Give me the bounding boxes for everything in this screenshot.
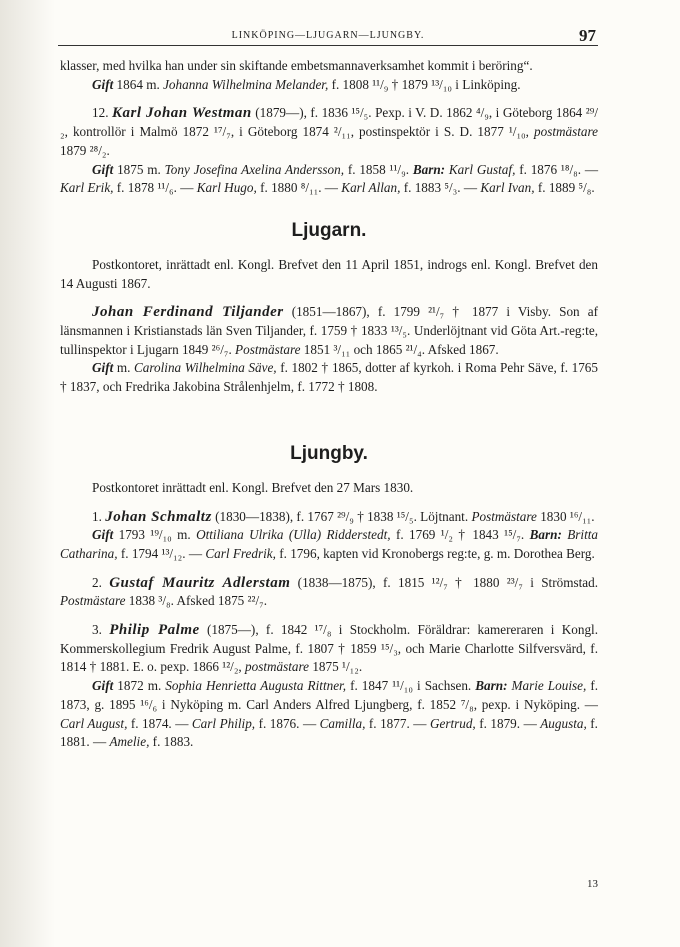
text-run: Carolina Wilhelmina Säve, bbox=[134, 360, 277, 376]
person-name: Philip Palme bbox=[109, 622, 200, 639]
paragraph-gap bbox=[60, 611, 598, 621]
text-run: postmästare bbox=[245, 659, 310, 675]
text-run: Tony Josefina Axelina Andersson, bbox=[164, 161, 344, 177]
label-term: Gift bbox=[92, 76, 114, 92]
paragraph bbox=[60, 621, 598, 677]
paragraph bbox=[60, 677, 598, 752]
text-run: Karl Gustaf, bbox=[448, 161, 516, 177]
paragraph bbox=[60, 104, 598, 160]
text-run: 1875 m. bbox=[113, 161, 165, 177]
text-run: Carl August, bbox=[60, 715, 128, 731]
text-run: Karl Ivan, bbox=[480, 180, 535, 196]
paragraph-gap bbox=[60, 498, 598, 508]
text-run: 1879 ²⁸/₂. bbox=[60, 142, 110, 158]
text-run: 3. bbox=[92, 622, 110, 638]
text-run: f. 1889 ⁵/₈. bbox=[534, 180, 595, 196]
text-run: 1864 m. bbox=[113, 76, 164, 92]
text-run: 1793 ¹⁹/₁₀ m. bbox=[113, 527, 197, 543]
text-run: f. 1858 ¹¹/₉. bbox=[344, 161, 413, 177]
paragraph bbox=[60, 256, 598, 293]
paragraph-gap bbox=[60, 293, 598, 303]
section-heading bbox=[60, 441, 598, 467]
text-run: 1875 ¹/₁₂. bbox=[309, 659, 363, 675]
text-run: (1879—), f. 1836 ¹⁵/₅. Pexp. i V. D. 1862 ⁴/₉, i Göteborg 1864 ²⁹/₂, kontrollör i Malmö 1872 ¹⁷/₇, i Göteborg 1874 ²/₁₁, postinspektör i S. D. 1877 ¹/₁₀, bbox=[60, 105, 598, 140]
text-run: Postmästare bbox=[471, 508, 537, 524]
text-run: f. 1769 ¹/₂ † 1843 ¹⁵/₇. bbox=[390, 527, 530, 543]
text-run: Karl Erik, bbox=[60, 180, 114, 196]
text-run: f. 1794 ¹³/₁₂. — bbox=[117, 545, 206, 561]
text-run: Postmästare bbox=[60, 593, 126, 609]
text-run: Postkontoret inrättadt enl. Kongl. Brefvet den 27 Mars 1830. bbox=[92, 479, 414, 495]
paragraph-gap bbox=[60, 564, 598, 574]
section-heading bbox=[60, 218, 598, 244]
text-run: Gertrud, bbox=[429, 715, 476, 731]
text-run: (1838—1875), f. 1815 ¹²/₇ † 1880 ²³/₇ i Strömstad. bbox=[290, 574, 598, 590]
paragraph bbox=[60, 526, 598, 563]
paragraph bbox=[60, 508, 598, 527]
text-run: Camilla, bbox=[319, 715, 366, 731]
text-run: f. 1847 ¹¹/₁₀ i Sachsen. bbox=[346, 678, 476, 694]
text-run: Amelie, bbox=[109, 734, 150, 750]
text-run: f. 1808 ¹¹/₉ † 1879 ¹³/₁₀ i Linköping. bbox=[328, 76, 521, 92]
text-run: (1830—1838), f. 1767 ²⁹/₉ † 1838 ¹⁵/₅. Löjtnant. bbox=[211, 508, 472, 524]
text-run: (1851—1867), f. 1799 ²¹/₇ † 1877 i Visby. Son af länsmannen i Kristianstads län Sven Tiljander, f. 1759 † 1833 ¹³/₅. Underlöjtnant vid Göta Art.-reg:te, tullinspektor i Ljugarn 1849 ²⁶/₇. bbox=[60, 304, 598, 357]
text-run: Ljugarn. bbox=[291, 219, 367, 241]
text-run: Ottiliana Ulrika (Ulla) Ridderstedt, bbox=[196, 527, 391, 543]
paragraph bbox=[60, 161, 598, 198]
text-run: f. 1876 ¹⁸/₈. — bbox=[515, 161, 599, 177]
text-run: Carl Fredrik, bbox=[205, 545, 276, 561]
page-number: 97 bbox=[579, 26, 596, 45]
header-rule bbox=[58, 45, 598, 46]
text-run: f. 1881. — bbox=[60, 715, 598, 750]
text-run: 1872 m. bbox=[113, 678, 166, 694]
text-run: 12. bbox=[92, 105, 112, 121]
paragraph bbox=[60, 76, 598, 95]
text-run: Sophia Henrietta Augusta Rittner, bbox=[165, 678, 347, 694]
text-run: 1. bbox=[92, 508, 106, 524]
label-term: Gift bbox=[92, 527, 114, 543]
paragraph bbox=[60, 57, 598, 76]
text-run: 1838 ³/₈. Afsked 1875 ²²/₇. bbox=[125, 593, 268, 609]
person-name: Johan Schmaltz bbox=[105, 508, 212, 525]
text-run: f. 1878 ¹¹/₆. — bbox=[113, 180, 197, 196]
text-run: (1875—), f. 1842 ¹⁷/₈ i Stockholm. Föräldrar: kamereraren i Kongl. Kommerskollegium Fredrik August Palme, f. 1807 † 1859 ¹⁵/₃, och Marie Charlotte Silfversvärd, f. 1814 † 1881. E. o. pexp. 1866 ¹²/₂, bbox=[60, 622, 598, 675]
text-run: f. 1879. — bbox=[475, 715, 541, 731]
text-run: m. bbox=[113, 360, 134, 376]
text-run: Carl Philip, bbox=[191, 715, 256, 731]
text-run: 1851 ³/₁₁ och 1865 ²¹/₄. Afsked 1867. bbox=[300, 341, 499, 357]
text-run: Karl Hugo, bbox=[196, 180, 257, 196]
text-run: f. 1876. — bbox=[255, 715, 320, 731]
signature-mark: 13 bbox=[587, 878, 598, 890]
text-run: f. 1874. — bbox=[127, 715, 192, 731]
paragraph bbox=[60, 359, 598, 396]
text-run: Ljungby. bbox=[290, 442, 368, 464]
text-run: Johanna Wilhelmina Melander, bbox=[163, 76, 329, 92]
label-term: Gift bbox=[92, 360, 114, 376]
text-run: Postkontoret, inrättadt enl. Kongl. Brefvet den 11 April 1851, indrogs enl. Kongl. Brefvet den 14 Augusti 1867. bbox=[60, 256, 598, 291]
person-name: Karl Johan Westman bbox=[112, 105, 252, 122]
text-run: f. 1873, g. 1895 ¹⁶/₆ i Nyköping m. Carl Anders Alfred Ljungberg, f. 1852 ⁷/₈, pexp. i Nyköping. — bbox=[60, 678, 599, 712]
paragraph bbox=[60, 574, 598, 611]
text-run: Postmästare bbox=[235, 341, 301, 357]
person-name: Johan Ferdinand Tiljander bbox=[92, 304, 284, 321]
text-run: Augusta, bbox=[540, 715, 587, 731]
label-term: Gift bbox=[92, 161, 114, 177]
label-term: Barn: bbox=[412, 161, 446, 177]
paragraph bbox=[60, 303, 598, 359]
text-run: 1830 ¹⁶/₁₁. bbox=[536, 508, 595, 524]
text-run: f. 1883 ⁵/₃. — bbox=[400, 180, 481, 196]
text-run: f. 1880 ⁸/₁₁. — bbox=[256, 180, 342, 196]
paragraph-gap bbox=[60, 94, 598, 104]
page-edge-shadow bbox=[0, 0, 55, 947]
label-term: Barn: bbox=[475, 678, 508, 694]
text-run: Marie Louise, bbox=[511, 678, 587, 694]
text-run: f. 1796, kapten vid Kronobergs reg:te, g. m. Dorothea Berg. bbox=[275, 545, 595, 561]
label-term: Gift bbox=[92, 678, 114, 694]
text-run: f. 1877. — bbox=[365, 715, 430, 731]
text-run: postmästare bbox=[534, 124, 598, 140]
running-header: LINKÖPING—LJUGARN—LJUNGBY. bbox=[231, 30, 425, 41]
text-run: f. 1802 † 1865, dotter af kyrkoh. i Roma Pehr Säve, f. 1765 † 1837, och Fredrika Jakobina Strålenhjelm, f. 1772 † 1808. bbox=[60, 360, 598, 395]
text-run: 2. bbox=[92, 574, 110, 590]
paragraph bbox=[60, 479, 598, 498]
text-run: klasser, med hvilka han under sin skiftande embetsmannaverksamhet kommit i beröring“. bbox=[60, 58, 533, 73]
person-name: Gustaf Mauritz Adlerstam bbox=[109, 574, 291, 591]
label-term: Barn: bbox=[529, 527, 562, 543]
text-run: f. 1883. bbox=[149, 734, 194, 750]
body-text bbox=[60, 57, 598, 752]
text-run: Britta Catharina, bbox=[60, 527, 599, 561]
text-run: Karl Allan, bbox=[341, 180, 401, 196]
